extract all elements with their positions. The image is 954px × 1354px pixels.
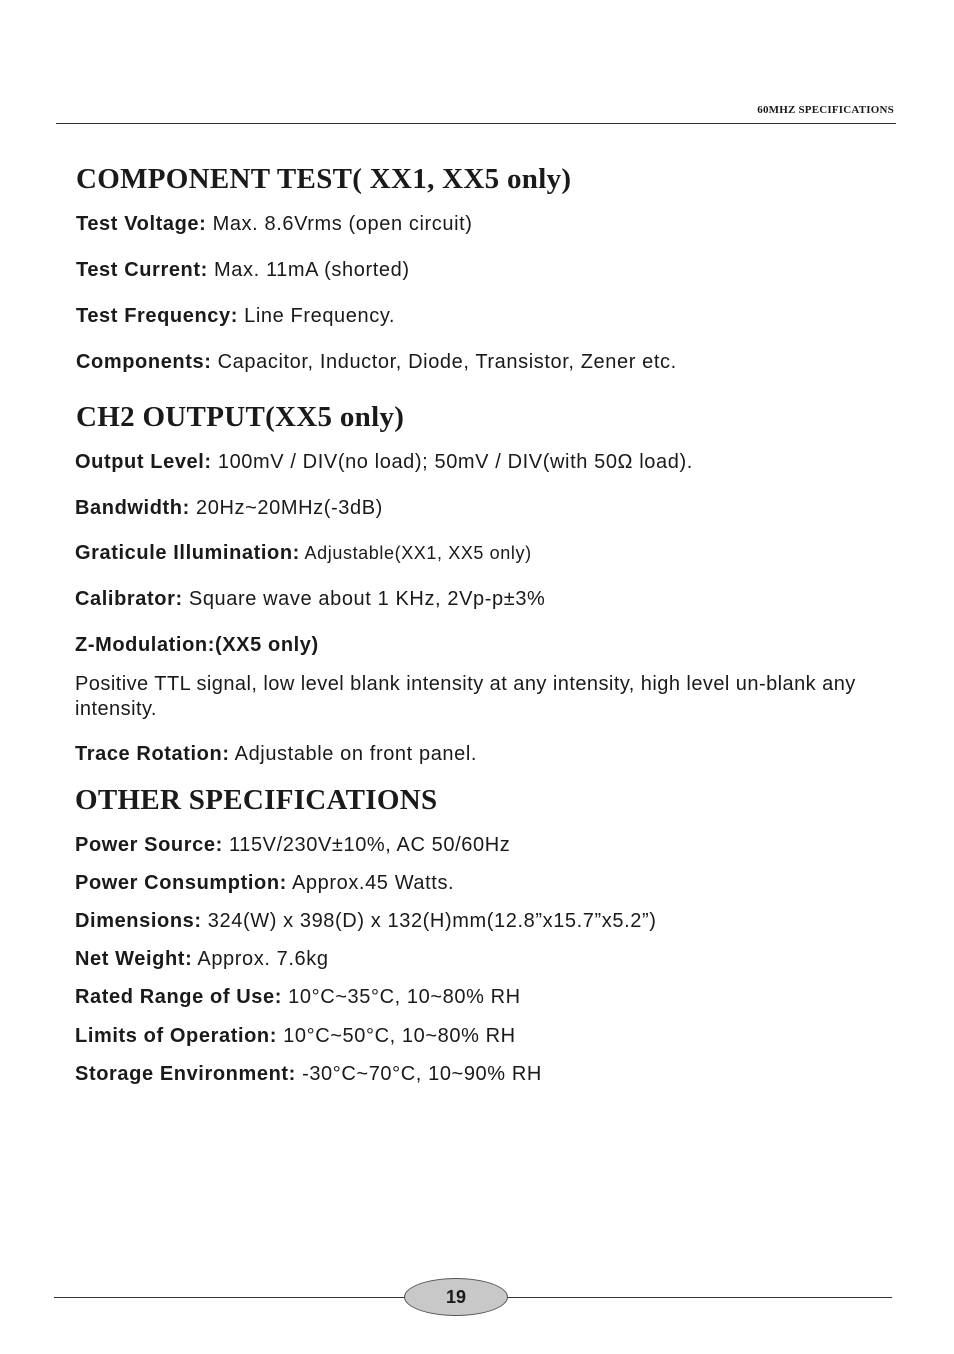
spec-label: Dimensions: [75, 910, 202, 932]
spec-label: Components: [76, 351, 212, 373]
spec-bandwidth [75, 497, 383, 520]
spec-calibrator [75, 588, 545, 611]
spec-test-current [76, 259, 410, 282]
spec-components [76, 351, 677, 374]
header-rule [56, 123, 896, 124]
spec-value: Capacitor, Inductor, Diode, Transistor, Zener etc. [211, 351, 677, 373]
spec-label: Storage Environment: [75, 1063, 296, 1085]
spec-trace-rotation [75, 743, 477, 766]
spec-label: Bandwidth: [75, 497, 190, 519]
spec-value: Square wave about 1 KHz, 2Vp-p±3% [182, 588, 546, 610]
spec-value: Max. 11mA (shorted) [207, 259, 410, 281]
spec-value: 10°C~35°C, 10~80% RH [282, 986, 521, 1008]
spec-storage-environment [75, 1063, 542, 1086]
spec-label: Graticule Illumination: [75, 542, 300, 564]
spec-value: Approx.45 Watts. [286, 872, 455, 894]
spec-label: Z-Modulation:(XX5 only) [75, 634, 319, 656]
spec-z-modulation-label [75, 634, 319, 657]
spec-value: 100mV / DIV(no load); 50mV / DIV(with 50Ω load). [211, 451, 693, 473]
spec-value: 20Hz~20MHz(-3dB) [189, 497, 383, 519]
spec-label: Test Voltage: [76, 213, 207, 235]
spec-label: Limits of Operation: [75, 1025, 277, 1047]
section-title-component-test: COMPONENT TEST( XX1, XX5 only) [76, 163, 572, 195]
spec-limits-of-operation [75, 1025, 516, 1048]
spec-value: Adjustable(XX1, XX5 only) [299, 543, 532, 563]
spec-graticule-illumination [75, 542, 532, 565]
spec-label: Output Level: [75, 451, 212, 473]
spec-label: Calibrator: [75, 588, 183, 610]
spec-label: Test Current: [76, 259, 208, 281]
spec-value: 324(W) x 398(D) x 132(H)mm(12.8”x15.7”x5.2”) [201, 910, 657, 932]
spec-value: Adjustable on front panel. [229, 743, 478, 765]
spec-power-source [75, 834, 510, 857]
section-title-other-specifications: OTHER SPECIFICATIONS [75, 784, 438, 816]
spec-test-frequency [76, 305, 395, 328]
spec-value: -30°C~70°C, 10~90% RH [295, 1063, 542, 1085]
spec-label: Trace Rotation: [75, 743, 230, 765]
spec-rated-range [75, 986, 521, 1009]
spec-value: Max. 8.6Vrms (open circuit) [206, 213, 473, 235]
spec-test-voltage [76, 213, 473, 236]
spec-label: Power Consumption: [75, 872, 287, 894]
spec-net-weight [75, 948, 329, 971]
spec-value: 10°C~50°C, 10~80% RH [277, 1025, 516, 1047]
running-header: 60MHZ SPECIFICATIONS [757, 104, 894, 116]
spec-label: Rated Range of Use: [75, 986, 282, 1008]
spec-label: Net Weight: [75, 948, 193, 970]
spec-z-modulation-text: Positive TTL signal, low level blank intensity at any intensity, high level un-blank any intensity. [75, 673, 856, 720]
spec-label: Power Source: [75, 834, 223, 856]
section-title-ch2-output: CH2 OUTPUT(XX5 only) [76, 401, 405, 433]
spec-value: Line Frequency. [238, 305, 396, 327]
spec-power-consumption [75, 872, 454, 895]
page-number-badge: 19 [404, 1278, 508, 1316]
spec-value: 115V/230V±10%, AC 50/60Hz [222, 834, 511, 856]
spec-value: Approx. 7.6kg [192, 948, 329, 970]
spec-output-level [75, 451, 693, 474]
spec-label: Test Frequency: [76, 305, 238, 327]
spec-dimensions [75, 910, 657, 933]
